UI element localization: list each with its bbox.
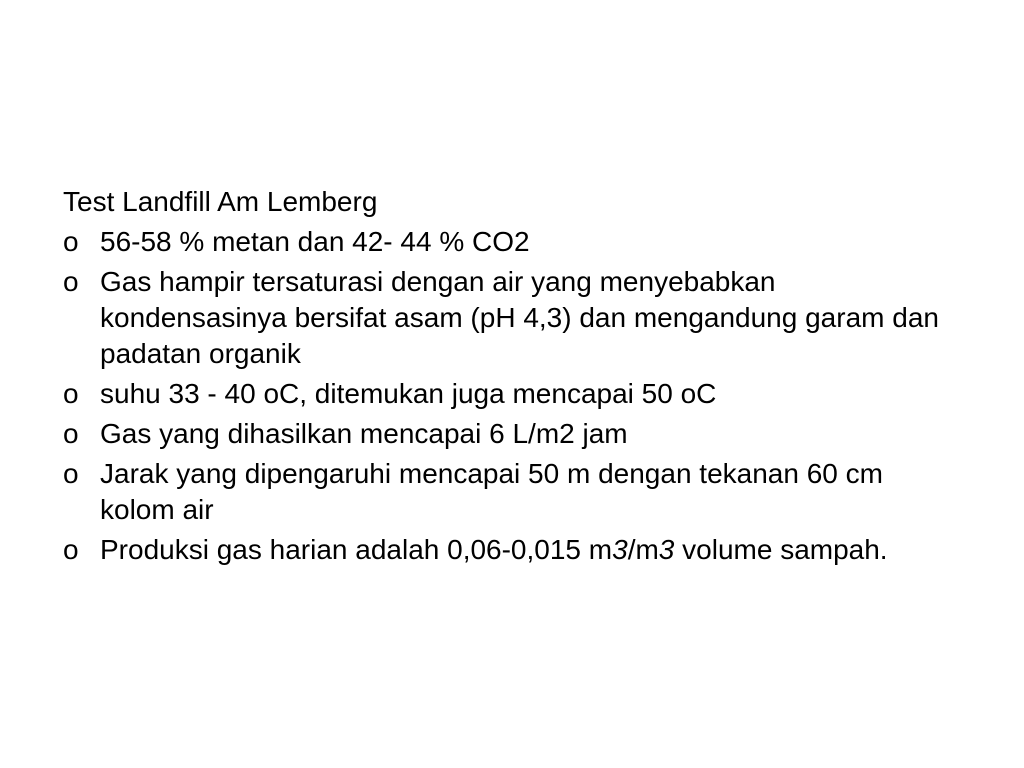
bullet-item: [63, 376, 963, 412]
bullet-text: 56-58 % metan dan 42- 44 % CO2: [100, 226, 530, 257]
superscript-exponent: 3: [658, 534, 675, 565]
bullet-text-part: /m: [627, 534, 659, 565]
bullet-icon: o: [63, 266, 79, 297]
bullet-text: Gas hampir tersaturasi dengan air yang menyebabkan kondensasinya bersifat asam (pH 4,3) dan mengandung garam dan padatan organik: [100, 266, 939, 369]
slide-heading: Test Landfill Am Lemberg: [63, 186, 378, 217]
slide-content: [63, 184, 963, 572]
bullet-text: suhu 33 - 40 oC, ditemukan juga mencapai 50 oC: [100, 378, 717, 409]
bullet-text-part: Produksi gas harian adalah 0,06-0,015 m: [100, 534, 613, 565]
bullet-icon: o: [63, 458, 79, 489]
bullet-icon: o: [63, 378, 79, 409]
bullet-item: [63, 456, 963, 528]
bullet-item: [63, 264, 963, 372]
bullet-text: Jarak yang dipengaruhi mencapai 50 m dengan tekanan 60 cm kolom air: [100, 458, 883, 525]
bullet-text: [100, 534, 888, 565]
bullet-item: [63, 224, 963, 260]
bullet-text: Gas yang dihasilkan mencapai 6 L/m2 jam: [100, 418, 628, 449]
bullet-text-part: volume sampah.: [674, 534, 888, 565]
superscript-exponent: 3: [612, 534, 628, 565]
bullet-list: [63, 224, 963, 568]
bullet-item: [63, 532, 963, 568]
bullet-item: [63, 416, 963, 452]
bullet-icon: o: [63, 226, 79, 257]
bullet-icon: o: [63, 418, 79, 449]
bullet-icon: o: [63, 534, 79, 565]
